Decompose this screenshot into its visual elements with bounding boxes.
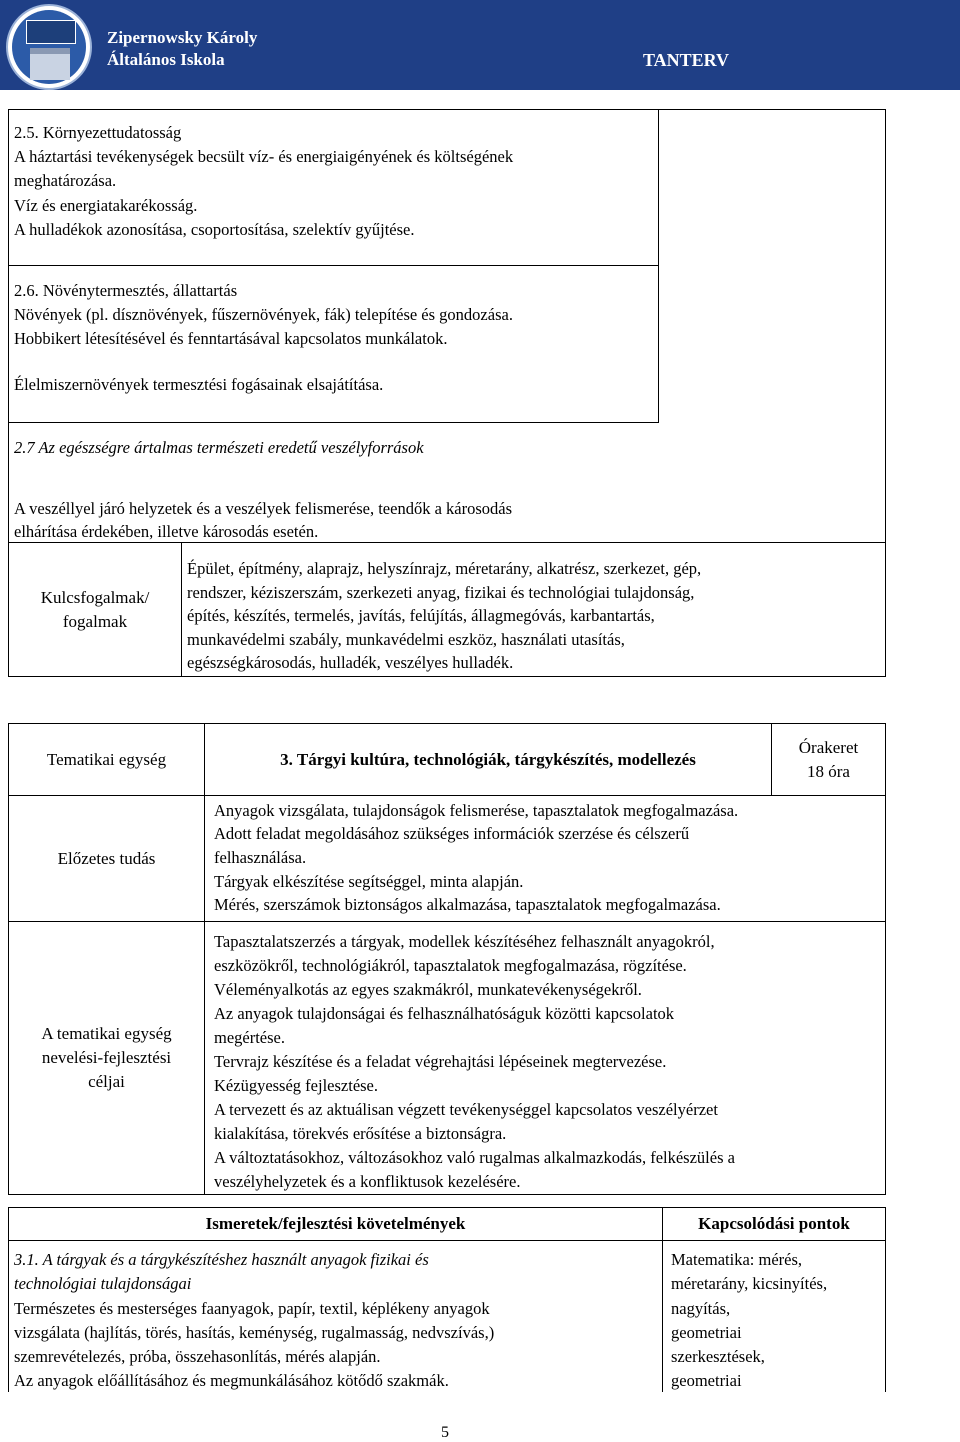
top-table-border <box>181 542 182 677</box>
second-table-border <box>885 723 886 1195</box>
elozetes-tudas-line: Adott feladat megoldásához szükséges információk szerzése és célszerű <box>214 824 690 843</box>
bottom-table-border <box>885 1207 886 1392</box>
kapcsolodasi-pont-line: geometriai <box>671 1323 742 1342</box>
ismeretek-header: Ismeretek/fejlesztési követelmények <box>205 1214 466 1233</box>
section-2-6-extra: Élelmiszernövények termesztési fogásainak elsajátítása. <box>14 375 384 394</box>
section-2-7-line: elhárítása érdekében, illetve károsodás esetén. <box>14 522 319 541</box>
celok-line: A változtatásokhoz, változásokhoz való rugalmas alkalmazkodás, felkészülés a <box>214 1148 735 1167</box>
celok-label-line2: nevelési-fejlesztési <box>41 1048 172 1067</box>
elozetes-tudas-line: felhasználása. <box>214 848 307 867</box>
bottom-table-border <box>8 1240 886 1241</box>
top-table-border <box>8 109 9 542</box>
elozetes-tudas-label: Előzetes tudás <box>57 848 156 868</box>
section-2-6-title: 2.6. Növénytermesztés, állattartás <box>14 281 238 300</box>
page-number: 5 <box>441 1424 449 1441</box>
section-3-1-line: vizsgálata (hajlítás, törés, hasítás, keménység, rugalmasság, nedvszívás,) <box>14 1323 495 1342</box>
section-3-1-line: szemrevételezés, próba, összehasonlítás, mérés alapján. <box>14 1347 381 1366</box>
top-table-border <box>8 265 659 266</box>
top-table-border <box>8 109 886 110</box>
celok-line: eszközökről, technológiákról, tapasztalatok megfogalmazása, rögzítése. <box>214 956 687 975</box>
top-table-border <box>885 109 886 677</box>
celok-line: kialakítása, törekvés erősítése a biztonságra. <box>214 1124 507 1143</box>
tematikai-egyseg-title: 3. Tárgyi kultúra, technológiák, tárgykészítés, modellezés <box>280 749 696 769</box>
celok-line: Tapasztalatszerzés a tárgyak, modellek készítéséhez felhasznált anyagokról, <box>214 932 715 951</box>
kulcsfogalmak-label-line1: Kulcsfogalmak/ <box>40 587 150 607</box>
kapcsolodasi-pont-line: nagyítás, <box>671 1299 731 1318</box>
kapcsolodasi-pont-line: szerkesztések, <box>671 1347 765 1366</box>
kapcsolodasi-pont-line: méretarány, kicsinyítés, <box>671 1274 828 1293</box>
page-header <box>0 0 960 90</box>
celok-label <box>9 922 204 1194</box>
celok-line: Tervrajz készítése és a feladat végrehajtási lépéseinek megtervezése. <box>214 1052 667 1071</box>
kulcsfogalmak-line: rendszer, kéziszerszám, szerkezeti anyag, fizikai és technológiai tulajdonság, <box>187 583 695 602</box>
tematikai-egyseg-label: Tematikai egység <box>46 749 167 769</box>
celok-label-line1: A tematikai egység <box>41 1024 172 1043</box>
section-3-1-line: Az anyagok előállításához és megmunkálásához kötődő szakmák. <box>14 1371 449 1390</box>
orakeret-cell <box>772 724 885 795</box>
logo-plate <box>26 20 76 44</box>
section-2-5-line: Víz és energiatakarékosság. <box>14 196 198 215</box>
kapcsolodasi-pontok-header: Kapcsolódási pontok <box>698 1214 850 1233</box>
section-2-5-line: A hulladékok azonosítása, csoportosítása, szelektív gyűjtése. <box>14 220 415 239</box>
kulcsfogalmak-line: Épület, építmény, alaprajz, helyszínrajz, méretarány, alkatrész, szerkezet, gép, <box>187 559 702 578</box>
kulcsfogalmak-label <box>9 543 181 676</box>
elozetes-tudas-line: Mérés, szerszámok biztonságos alkalmazása, tapasztalatok megfogalmazása. <box>214 895 721 914</box>
section-2-7-title: 2.7 Az egészségre ártalmas természeti eredetű veszélyforrások <box>14 438 424 457</box>
section-2-5-line: A háztartási tevékenységek becsült víz- és energiaigényének és költségének <box>14 147 514 166</box>
school-name-line2: Általános Iskola <box>107 50 225 69</box>
orakeret-value: 18 óra <box>807 761 850 781</box>
top-table-border <box>8 676 886 677</box>
section-2-6-line: Növények (pl. dísznövények, fűszernövények, fák) telepítése és gondozása. <box>14 305 513 324</box>
celok-line: Az anyagok tulajdonságai és felhasználhatóságuk közötti kapcsolatok <box>214 1004 675 1023</box>
kapcsolodasi-pont-line: geometriai <box>671 1371 742 1390</box>
school-name <box>107 27 257 71</box>
celok-line: veszélyhelyzetek és a konfliktusok kezelésére. <box>214 1172 521 1191</box>
section-2-5-title: 2.5. Környezettudatosság <box>14 123 182 142</box>
school-logo <box>6 4 92 90</box>
section-3-1-title: 3.1. A tárgyak és a tárgykészítéshez használt anyagok fizikai és <box>14 1250 429 1269</box>
elozetes-tudas-line: Anyagok vizsgálata, tulajdonságok felismerése, tapasztalatok megfogalmazása. <box>214 801 739 820</box>
section-3-1-title: technológiai tulajdonságai <box>14 1274 192 1293</box>
elozetes-tudas-line: Tárgyak elkészítése segítséggel, minta alapján. <box>214 872 524 891</box>
logo-building <box>30 48 70 80</box>
orakeret-label: Órakeret <box>798 737 859 757</box>
section-2-5-line: meghatározása. <box>14 171 117 190</box>
kulcsfogalmak-line: munkavédelmi szabály, munkavédelmi eszköz, használati utasítás, <box>187 630 625 649</box>
kulcsfogalmak-line: építés, készítés, termelés, javítás, felújítás, állagmegóvás, karbantartás, <box>187 606 655 625</box>
school-name-line1: Zipernowsky Károly <box>107 28 258 47</box>
kulcsfogalmak-label-line2: fogalmak <box>62 611 128 631</box>
celok-line: megértése. <box>214 1028 286 1047</box>
section-2-7-line: A veszéllyel járó helyzetek és a veszélyek felismerése, teendők a károsodás <box>14 499 512 518</box>
celok-line: A tervezett és az aktuálisan végzett tevékenységgel kapcsolatos veszélyérzet <box>214 1100 718 1119</box>
section-2-6-line: Hobbikert létesítésével és fenntartásával kapcsolatos munkálatok. <box>14 329 448 348</box>
celok-label-line3: céljai <box>88 1072 125 1091</box>
top-table-border <box>8 422 659 423</box>
celok-line: Kézügyesség fejlesztése. <box>214 1076 379 1095</box>
kapcsolodasi-pont-line: Matematika: mérés, <box>671 1250 803 1269</box>
kulcsfogalmak-line: egészségkárosodás, hulladék, veszélyes hulladék. <box>187 653 514 672</box>
section-3-1-line: Természetes és mesterséges faanyagok, papír, textil, képlékeny anyagok <box>14 1299 490 1318</box>
document-title: TANTERV <box>643 50 730 70</box>
celok-line: Véleményalkotás az egyes szakmákról, munkatevékenységekről. <box>214 980 642 999</box>
